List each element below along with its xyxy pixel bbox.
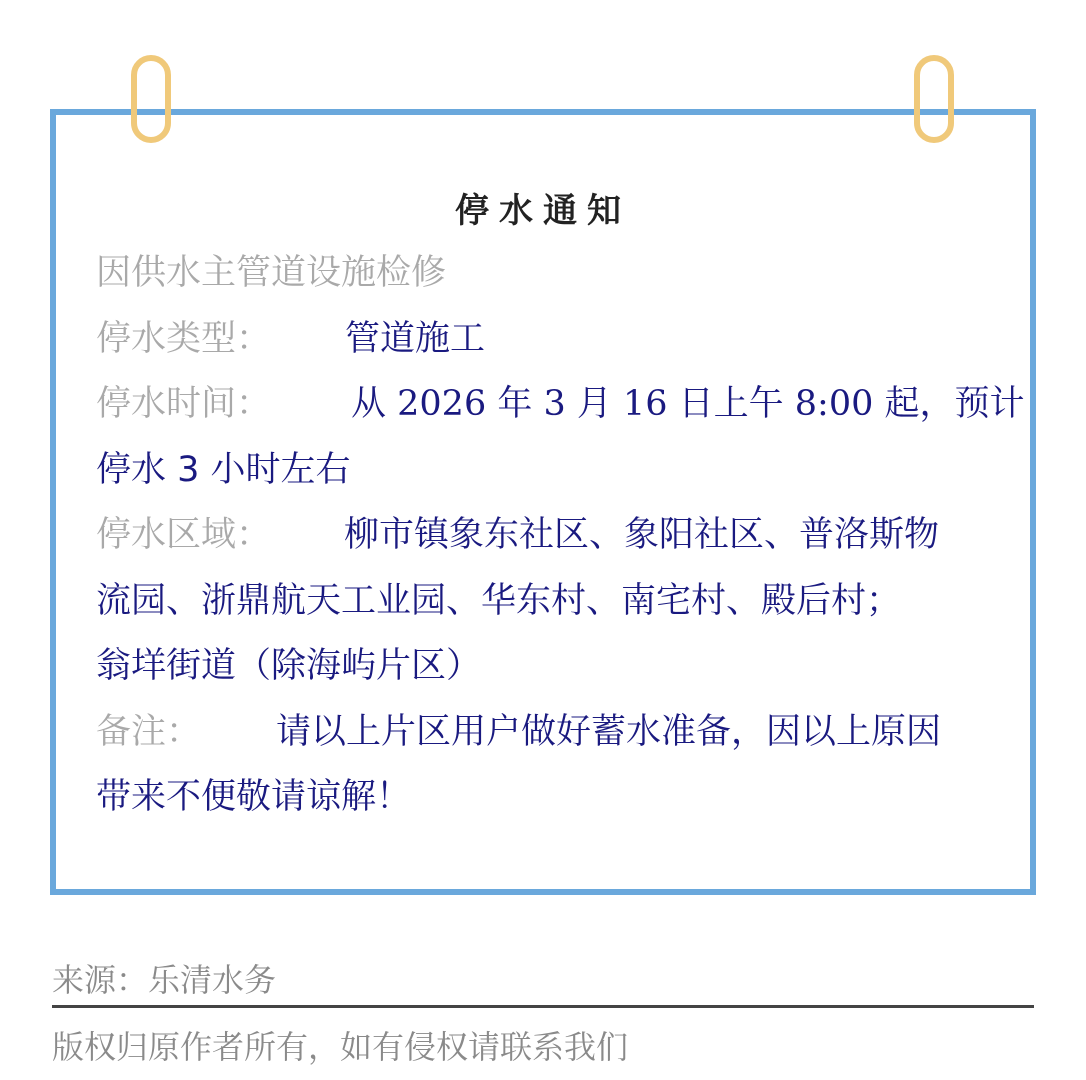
outage-time-value-line2: 停水 3 小时左右 <box>96 449 351 490</box>
outage-area-row <box>96 503 996 569</box>
outage-type-label: 停水类型： <box>96 318 272 359</box>
notice-reason: 因供水主管道设施检修 <box>96 253 447 293</box>
notice-title: 停水通知 <box>455 191 631 231</box>
copyright-notice: 版权归原作者所有，如有侵权请联系我们 <box>52 1028 629 1066</box>
right-paperclip-icon <box>914 55 954 143</box>
footer-divider <box>52 1005 1034 1008</box>
source-credit: 来源：乐清水务 <box>52 961 277 999</box>
note-value-line2: 带来不便敬请谅解！ <box>96 777 412 817</box>
note-value-line1: 请以上片区用户做好蓄水准备，因以上原因 <box>276 711 942 752</box>
outage-time-label: 停水时间： <box>96 384 272 424</box>
notice-content <box>96 241 1025 831</box>
outage-area-value-line1: 柳市镇象东社区、象阳社区、普洛斯物 <box>344 515 940 555</box>
outage-type-row <box>96 307 996 373</box>
outage-type-value: 管道施工 <box>345 318 486 359</box>
outage-time-value-line1: 从 2026 年 3 月 16 日上午 8:00 起，预计 <box>351 384 1025 424</box>
note-row <box>96 700 996 766</box>
outage-time-row <box>96 372 1025 438</box>
left-paperclip-icon <box>131 55 171 143</box>
note-label: 备注： <box>96 711 202 752</box>
outage-area-value-line3: 翁垟街道（除海屿片区） <box>96 646 482 686</box>
outage-area-label: 停水区域： <box>96 515 272 555</box>
outage-area-value-line2: 流园、浙鼎航天工业园、华东村、南宅村、殿后村； <box>96 580 902 621</box>
